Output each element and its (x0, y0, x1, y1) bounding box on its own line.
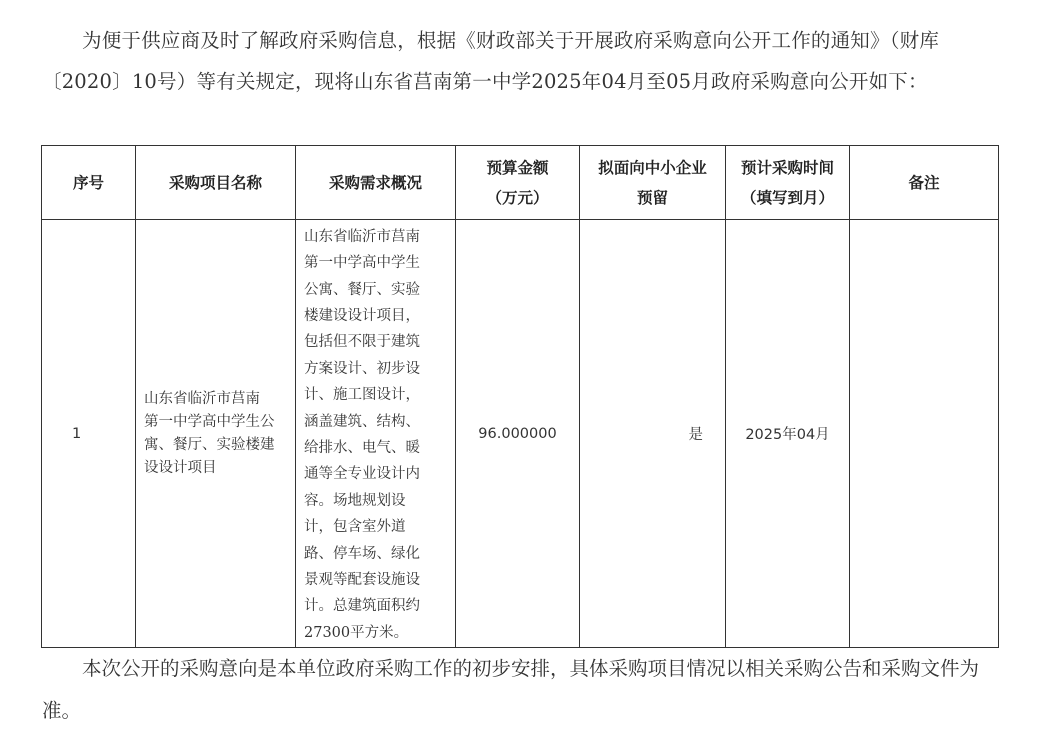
header-sme-line2: 预留 (636, 188, 668, 207)
project-name-line: 寓、餐厅、实验楼建 (144, 436, 275, 453)
header-sme-reserve (580, 146, 726, 220)
summary-line: 计、施工图设计， (304, 387, 420, 404)
header-requirement-summary: 采购需求概况 (296, 146, 456, 220)
summary-line: 路、停车场、绿化 (304, 545, 420, 562)
cell-requirement-summary (296, 220, 456, 648)
header-sme-line1: 拟面向中小企业 (598, 158, 707, 177)
summary-line: 27300平方米。 (304, 624, 409, 641)
cell-project-name (136, 220, 296, 648)
header-remarks: 备注 (850, 146, 999, 220)
summary-line: 计，包含室外道 (304, 519, 406, 536)
summary-line: 公寓、餐厅、实验 (304, 281, 420, 298)
header-budget-line2: （万元） (486, 188, 549, 207)
cell-budget: 96.000000 (456, 220, 580, 648)
cell-remarks (850, 220, 999, 648)
summary-line: 景观等配套设施设 (304, 572, 420, 589)
header-project-name: 采购项目名称 (136, 146, 296, 220)
header-time-line2: （填写到月） (740, 188, 834, 207)
summary-line: 第一中学高中学生 (304, 255, 420, 272)
project-name-line: 设设计项目 (144, 459, 217, 476)
project-name-line: 山东省临沂市莒南 (144, 390, 260, 407)
header-seq: 序号 (42, 146, 136, 220)
summary-line: 楼建设设计项目， (304, 307, 420, 324)
header-planned-time (726, 146, 850, 220)
summary-line: 涵盖建筑、结构、 (304, 413, 420, 430)
summary-line: 山东省临沂市莒南 (304, 228, 420, 245)
table-header-row (42, 146, 999, 220)
summary-line: 方案设计、初步设 (304, 360, 420, 377)
summary-line: 容。场地规划设 (304, 492, 406, 509)
header-time-line1: 预计采购时间 (740, 158, 834, 177)
summary-line: 包括但不限于建筑 (304, 334, 420, 351)
cell-planned-time: 2025年04月 (726, 220, 850, 648)
header-budget-line1: 预算金额 (486, 158, 549, 177)
procurement-table (41, 145, 999, 648)
header-budget (456, 146, 580, 220)
project-name-line: 第一中学高中学生公 (144, 413, 275, 430)
summary-line: 通等全专业设计内 (304, 466, 420, 483)
cell-seq: 1 (42, 220, 136, 648)
summary-line: 给排水、电气、暖 (304, 440, 420, 456)
closing-paragraph: 本次公开的采购意向是本单位政府采购工作的初步安排，具体采购项目情况以相关采购公告和采购文件为准。 (42, 657, 980, 722)
intro-paragraph: 为便于供应商及时了解政府采购信息，根据《财政部关于开展政府采购意向公开工作的通知》（财库〔2020〕10号）等有关规定，现将山东省莒南第一中学2025年04月至05月政府采购意向公开如下： (42, 29, 940, 93)
table-row (42, 220, 999, 648)
summary-line: 计。总建筑面积约 (304, 598, 420, 615)
cell-sme-reserve: 是 (580, 220, 726, 648)
